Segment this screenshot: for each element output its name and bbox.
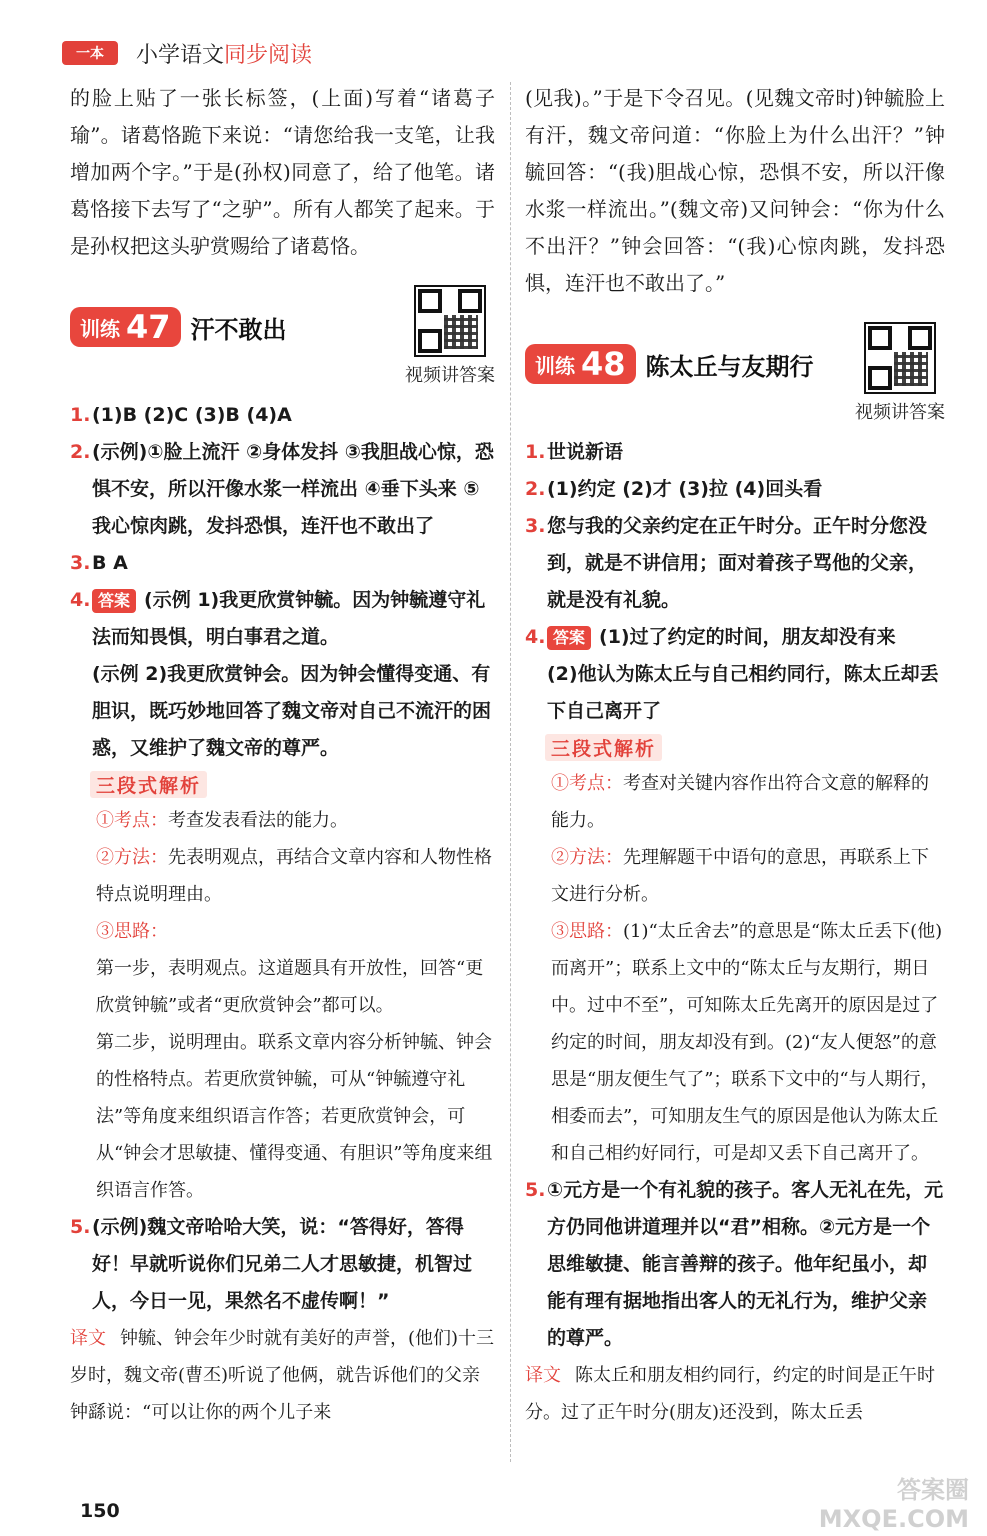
- answer-item: 1. (1)B (2)C (3)B (4)A: [70, 404, 292, 426]
- badge-number: 47: [126, 308, 171, 346]
- qr-code-icon[interactable]: [864, 322, 936, 394]
- section-header-48: [525, 322, 945, 424]
- analysis-point: ①考点：考查发表看法的能力。: [96, 810, 348, 831]
- right-intro-text: (见我)。”于是下令召见。(见魏文帝时)钟毓脸上有汗，魏文帝问道：“你脸上为什么出汗？”钟毓回答：“(我)胆战心惊，恐惧不安，所以汗像水浆一样流出。”(魏文帝)又问钟会：“你为什么不出汗？”钟会回答：“(我)心惊肉跳，发抖恐惧，连汗也不敢出了。”: [525, 86, 945, 295]
- book-title: [136, 38, 312, 69]
- section-header-47: [70, 285, 495, 387]
- section-name: 汗不敢出: [190, 314, 287, 344]
- left-intro-text: 的脸上贴了一张长标签，(上面)写着“诸葛子瑜”。诸葛恪跪下来说：“请您给我一支笔，让我增加两个字。”于是(孙权)同意了，给了他笔。诸葛恪接下去写了“之驴”。所有人都笑了起来。于是孙权把这头驴赏赐给了诸葛恪。: [70, 86, 495, 258]
- column-divider: [510, 82, 511, 1462]
- answer-tag: 答案: [547, 626, 591, 650]
- left-column: [70, 80, 495, 1431]
- training-badge: [525, 344, 636, 384]
- answer-tag: 答案: [92, 589, 136, 613]
- analysis-point: ①考点：考查对关键内容作出符合文意的解释的能力。: [551, 773, 929, 831]
- training-badge: [70, 307, 181, 347]
- analysis-approach: ③思路：(1)“太丘舍去”的意思是“陈太丘丢下(他)而离开”；联系上文中的“陈太丘与友期行，期日中。过中不至”，可知陈太丘先离开的原因是过了约定的时间，朋友却没有到。(2)“友人便怒”的意思是“朋友便生气了”；联系下文中的“与人期行，相委而去”，可知朋友生气的原因是他认为陈太丘和自己相约好同行，可是却又丢下自己离开了。: [551, 921, 943, 1164]
- brand-logo: 一本: [62, 41, 118, 65]
- answer-item: 2. (示例)①脸上流汗 ②身体发抖 ③我胆战心惊，恐惧不安，所以汗像水浆一样流出 ④垂下头来 ⑤我心惊肉跳，发抖恐惧，连汗也不敢出了: [70, 441, 494, 537]
- translation: 译文 陈太丘和朋友相约同行，约定的时间是正午时分。过了正午时分(朋友)还没到，陈太丘丢: [525, 1365, 935, 1423]
- badge-word: 训练: [535, 353, 575, 378]
- analysis-heading: 三段式解析: [545, 734, 662, 761]
- qr-block[interactable]: [855, 322, 945, 424]
- analysis-method: ②方法：先表明观点，再结合文章内容和人物性格特点说明理由。: [96, 847, 492, 905]
- translation: 译文 钟毓、钟会年少时就有美好的声誉，(他们)十三岁时，魏文帝(曹丕)听说了他俩，就告诉他们的父亲钟繇说：“可以让你的两个儿子来: [70, 1328, 495, 1423]
- answer-item: 3. 您与我的父亲约定在正午时分。正午时分您没到，就是不讲信用；面对着孩子骂他的父亲，就是没有礼貌。: [525, 515, 928, 611]
- analysis-method: ②方法：先理解题干中语句的意思，再联系上下文进行分析。: [551, 847, 929, 905]
- answer-item: 4. 答案 (1)过了约定的时间，朋友却没有来 (2)他认为陈太丘与自己相约同行，陈太丘却丢下自己离开了: [525, 626, 939, 722]
- analysis-approach: ③思路： 第一步，表明观点。这道题具有开放性，回答“更欣赏钟毓”或者“更欣赏钟会”都可以。 第二步，说明理由。联系文章内容分析钟毓、钟会的性格特点。若更欣赏钟毓，可从“钟毓遵守礼法”等角度来组织语言作答；若更欣赏钟会，可从“钟会才思敏捷、懂得变通、有胆识”等角度来组织语言作答。: [96, 921, 493, 1201]
- answer-item: 1. 世说新语: [525, 441, 624, 463]
- qr-caption: 视频讲答案: [855, 402, 945, 423]
- answer-item: 5. ①元方是一个有礼貌的孩子。客人无礼在先，元方仍同他讲道理并以“君”相称。②元方是一个思维敏捷、能言善辩的孩子。他年纪虽小，却能有理有据地指出客人的无礼行为，维护父亲的尊严。: [525, 1179, 944, 1349]
- book-title-main: 小学语文: [136, 42, 225, 68]
- analysis-heading: 三段式解析: [90, 771, 207, 798]
- page-header: [62, 38, 312, 68]
- book-title-sub: 同步阅读: [224, 42, 313, 68]
- page-number: 150: [80, 1500, 120, 1522]
- qr-block[interactable]: [405, 285, 495, 387]
- qr-code-icon[interactable]: [414, 285, 486, 357]
- badge-word: 训练: [80, 316, 120, 341]
- answer-item: 5. (示例)魏文帝哈哈大笑，说：“答得好，答得好！早就听说你们兄弟二人才思敏捷，机智过人，今日一见，果然名不虚传啊！”: [70, 1216, 473, 1312]
- qr-caption: 视频讲答案: [405, 365, 495, 386]
- watermark-logo: 答案圈 MXQE.COM: [818, 1476, 969, 1533]
- answer-item: 3. B A: [70, 552, 128, 574]
- badge-number: 48: [581, 345, 626, 383]
- section-name: 陈太丘与友期行: [645, 351, 814, 381]
- answer-item: 4. 答案 (示例 1)我更欣赏钟毓。因为钟毓遵守礼法而知畏惧，明白事君之道。 (示例 2)我更欣赏钟会。因为钟会懂得变通、有胆识，既巧妙地回答了魏文帝对自己不流汗的困惑，又维护了魏文帝的尊严。: [70, 589, 492, 759]
- answer-item: 2. (1)约定 (2)才 (3)拉 (4)回头看: [525, 478, 823, 500]
- right-column: [525, 80, 945, 1431]
